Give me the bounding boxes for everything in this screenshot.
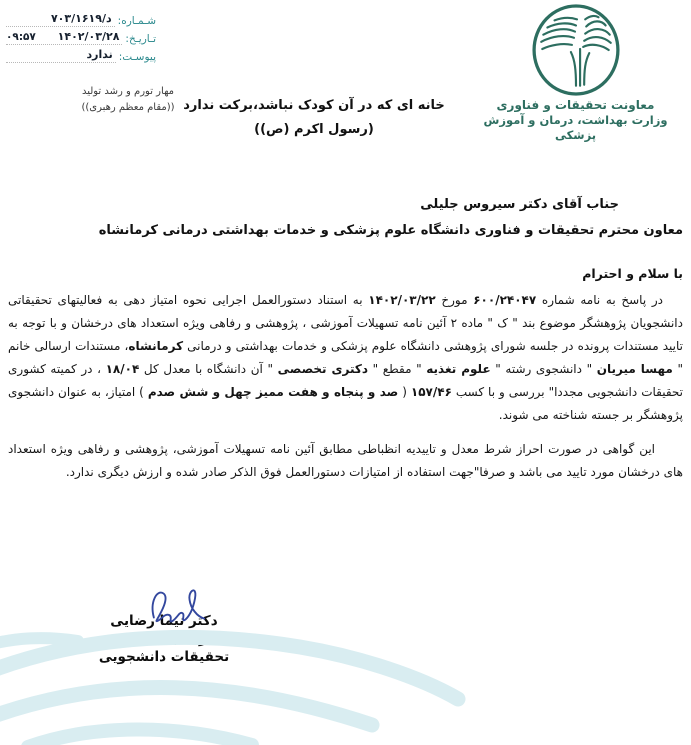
body-emphasis-segment: مهسا میریان [596, 362, 673, 376]
letter-number-value: د/۷۰۳/۱۶۱۹ [50, 12, 112, 25]
body-emphasis-segment: ۱۸/۰۴ [105, 362, 140, 376]
body-emphasis-segment: ۱۴۰۲/۰۳/۲۲ [368, 293, 436, 307]
ministry-tree-logo-icon [530, 4, 622, 96]
ministry-header [468, 4, 683, 143]
body-text-segment: " مقطع " [368, 362, 427, 376]
body-emphasis-segment: ۶۰۰/۲۴۰۴۷ [473, 293, 537, 307]
body-text-segment: ( [398, 385, 411, 399]
body-emphasis-segment: علوم تغذیه [426, 362, 491, 376]
recipient-block [8, 192, 683, 244]
signer-name: دکتر نیما رضایی [110, 613, 218, 629]
letter-number-row [6, 12, 156, 27]
letter-attachment-label: پیوسـت: [118, 51, 156, 63]
letter-attachment-row [6, 48, 156, 63]
body-text-segment: " دانشجوی رشته " [490, 362, 597, 376]
letter-time-value: ۰۹:۵۷ [6, 31, 36, 43]
body-emphasis-segment: کرمانشاه [128, 339, 184, 353]
body-text-segment: ، مستندات ارسالی خانم " [8, 339, 683, 376]
body-text-segment: مورخ [435, 293, 474, 307]
letter-number-line [6, 12, 115, 27]
recipient-title: معاون محترم تحقیقات و فناوری دانشگاه علوم پزشکی و خدمات بهداشتی درمانی کرمانشاه [98, 223, 683, 238]
watermark-waves [0, 625, 520, 745]
body-paragraph-1 [8, 289, 683, 427]
handwritten-signature [146, 585, 210, 627]
letter-date-line [6, 30, 122, 45]
body-text-segment: در پاسخ به نامه شماره [536, 293, 664, 307]
body-paragraph-2 [8, 438, 683, 484]
body-emphasis-segment: ۱۵۷/۴۶ [410, 385, 452, 399]
signer-title-line1: دبیر کمیته کشوری [103, 631, 225, 647]
greeting-line: با سلام و احترام [582, 266, 683, 281]
body-text-segment: ، در کمیته کشوری تحقیقات دانشجویی مجددا" بررسی و با کسب [8, 362, 683, 399]
letter-number-label: شـمـاره: [117, 15, 156, 27]
letter-attachment-line [6, 48, 116, 63]
recipient-name: جناب آقای دکتر سیروس جلیلی [420, 197, 619, 212]
body-text-segment: " آن دانشگاه با معدل کل [139, 362, 278, 376]
body-emphasis-segment: دکتری تخصصی [277, 362, 369, 376]
signer-title-line2: تحقیقات دانشجویی [98, 649, 230, 665]
body-text-segment: به استناد دستورالعمل اجرایی نحوه امتیاز دهی به فعالیتهای تحقیقاتی دانشجویان پژوهشگر موضوع بند " ک " ماده ۲ آئین نامه تسهیلات آموزشی ، پژوهشی و رفاهی ویژه استعداد های درخشان و با توجه به تایید مستندات پرونده در جلسه شورای پژوهشی دانشگاه علوم پزشکی و خدمات بهداشتی و درمانی [8, 293, 684, 353]
body-text-segment: ) امتیاز، به عنوان دانشجوی پژوهشگر بر جسته شناخته می شوند. [8, 385, 683, 422]
signature-block [88, 612, 240, 666]
year-slogan-line2: ((مقام معظم رهبری)) [81, 102, 175, 113]
hadith-quote: خانه ای که در آن کودک نباشد،برکت ندارد (رسول اکرم (ص)) [183, 98, 445, 137]
letter-meta [6, 12, 156, 66]
letter-date-row [6, 30, 156, 45]
logo-org-line2: وزارت بهداشت، درمان و آموزش پزشکی [483, 113, 668, 142]
body-text-segment: این گواهی در صورت احراز شرط معدل و تاییدیه انظباطی مطابق آئین نامه تسهیلات آموزشی، پژوهشی و رفاهی ویژه استعداد های درخشان مورد تایید می باشد و صرفا"جهت استفاده از امتیازات دستورالعمل فوق الذکر صادر شده و ارزش دیگری ندارد. [8, 442, 683, 479]
body-emphasis-segment: صد و پنجاه و هفت ممیز چهل و شش صدم [147, 385, 399, 399]
logo-org-line1: معاونت تحقیقات و فناوری [496, 98, 655, 112]
letter-date-label: تـاریـخ: [125, 33, 156, 45]
year-slogan-line1: مهار تورم و رشد تولید [81, 86, 175, 97]
letter-attachment-value: ندارد [86, 48, 113, 61]
letter-date-value: ۱۴۰۲/۰۳/۲۸ [57, 30, 120, 43]
